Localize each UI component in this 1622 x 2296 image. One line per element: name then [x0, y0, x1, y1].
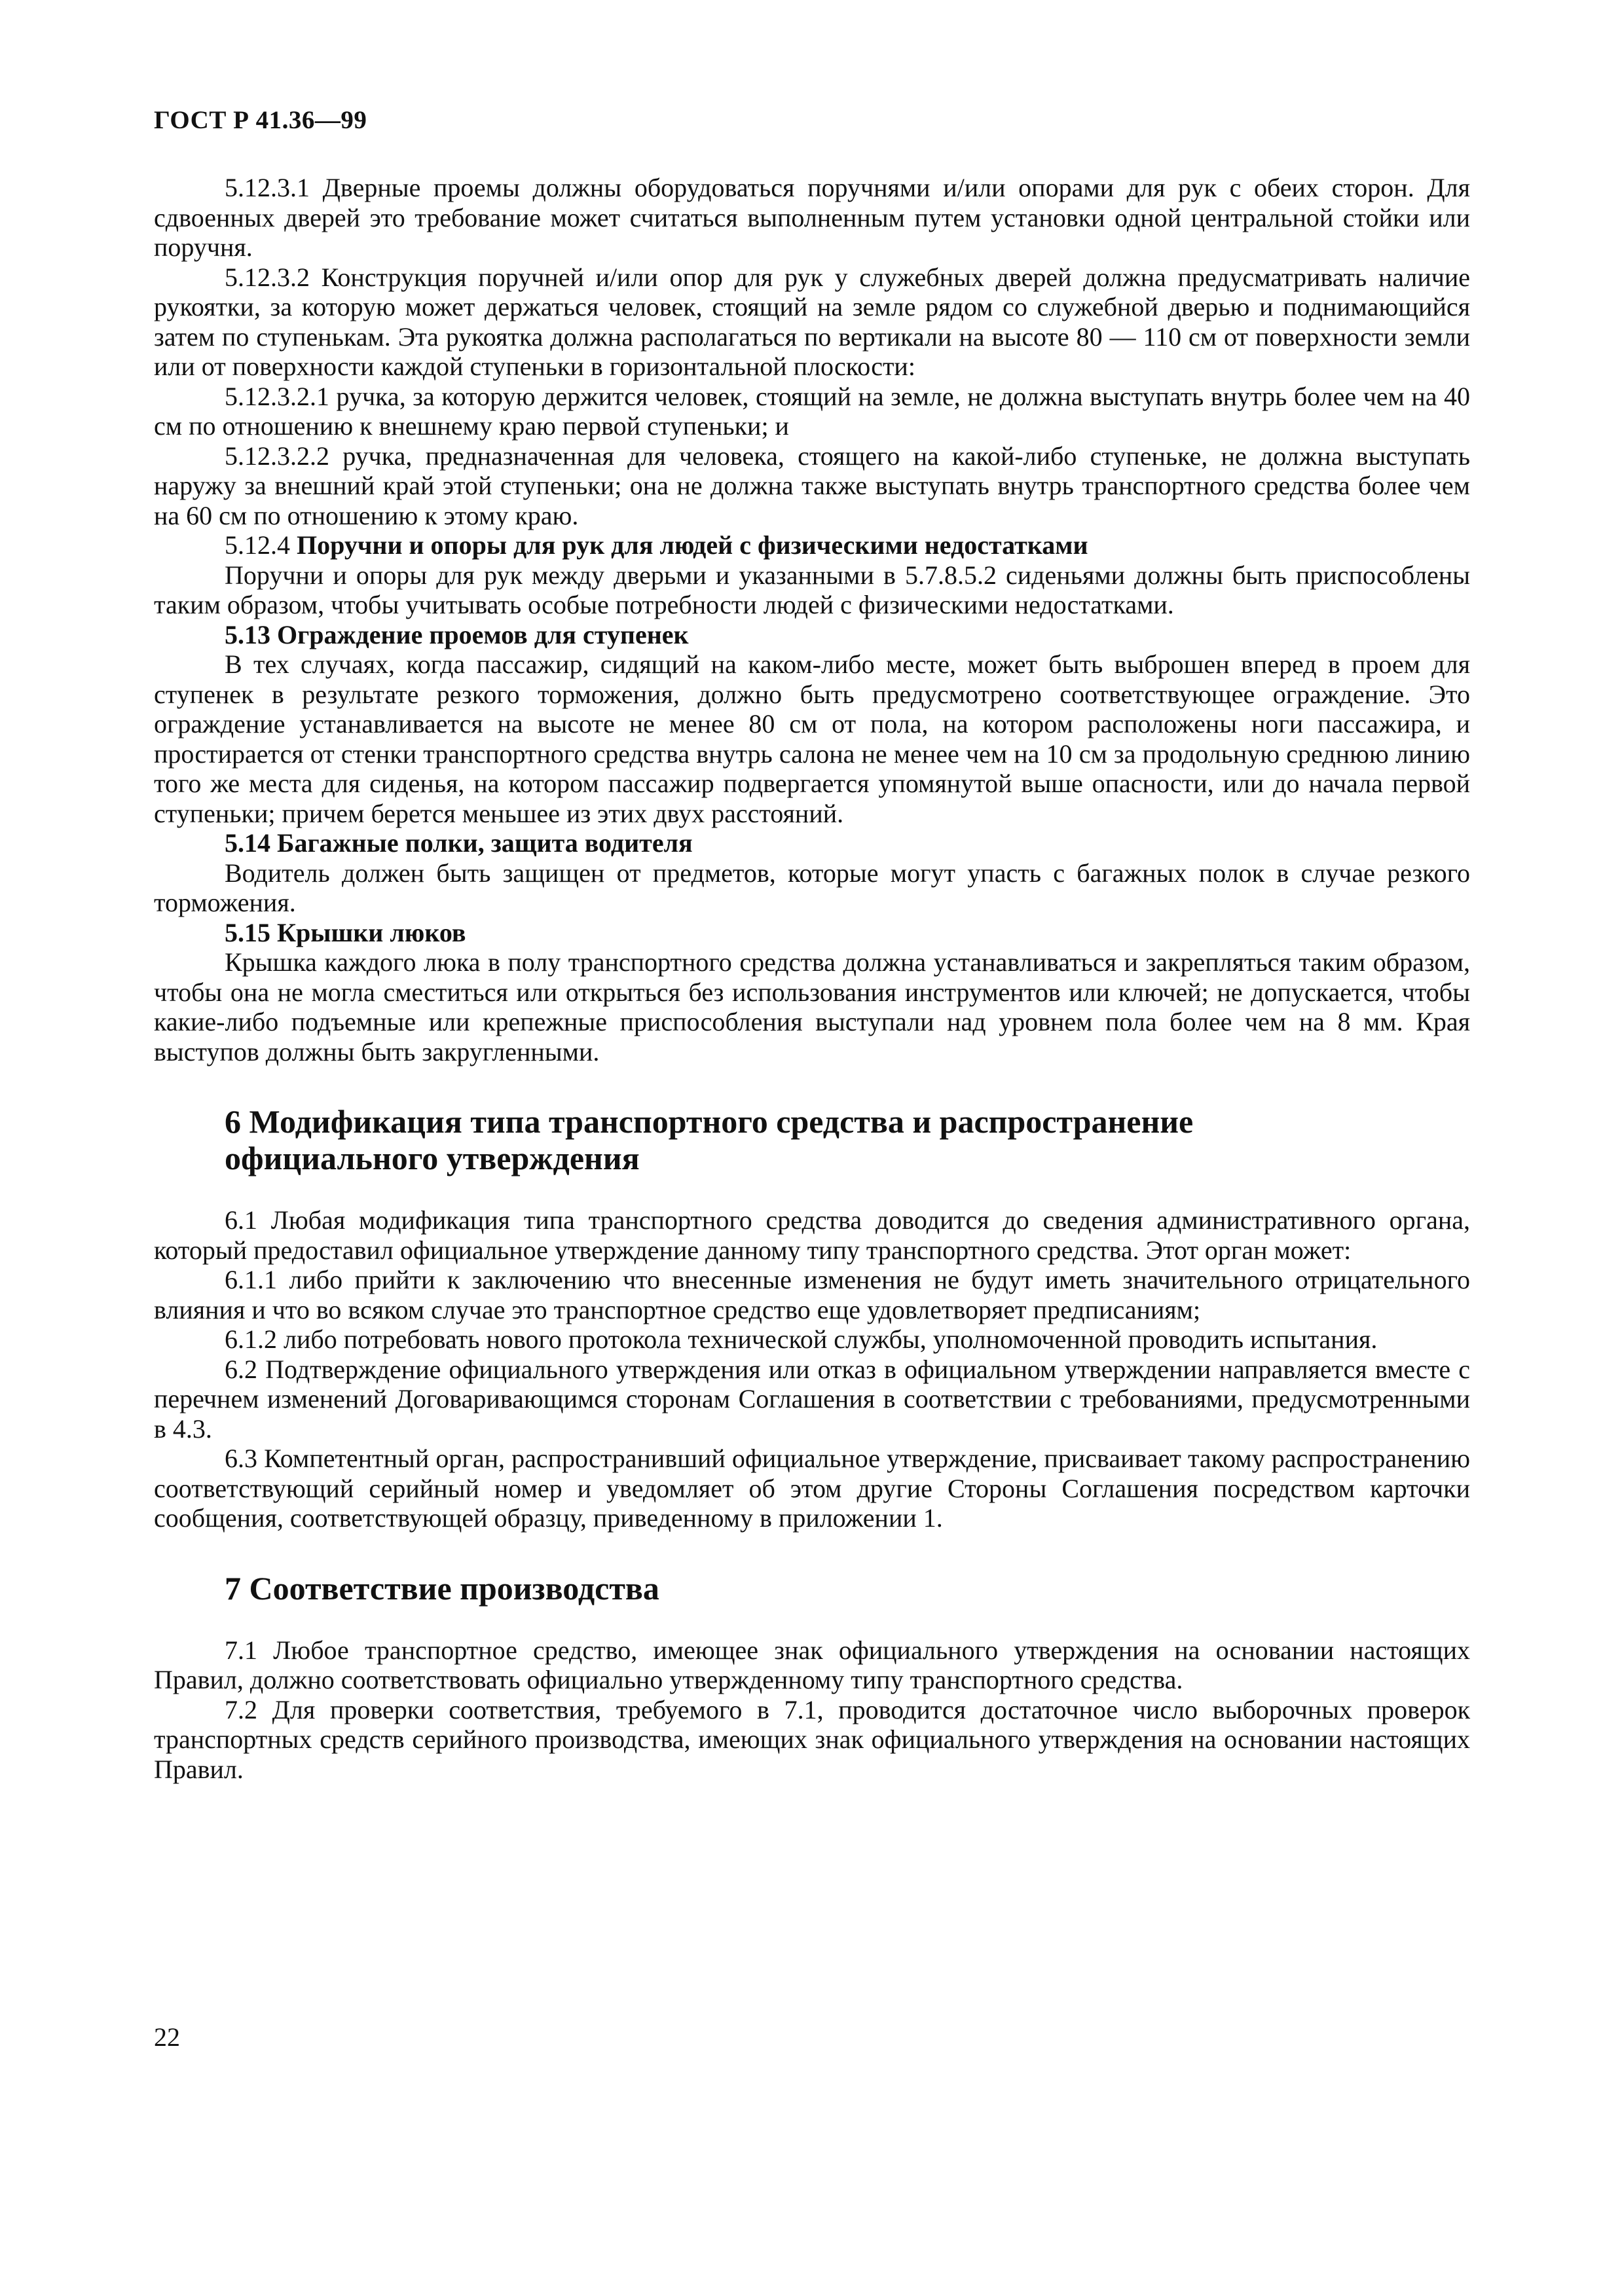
subsection-heading: [154, 828, 1470, 858]
document-body: [154, 173, 1470, 1784]
subsection-number: 5.14: [225, 828, 270, 858]
subsection-number: 5.12.4: [225, 530, 290, 560]
document-code-header: ГОСТ Р 41.36—99: [154, 106, 367, 134]
paragraph: 6.1.2 либо потребовать нового протокола технической службы, уполномоченной проводить испытания.: [225, 1324, 1378, 1354]
section-heading-line: 6 Модификация типа транспортного средства и распространение: [225, 1103, 1194, 1140]
subsection-title: Крышки люков: [277, 917, 466, 947]
subsection-heading: [154, 918, 1470, 948]
paragraph: 5.12.3.2.1 ручка, за которую держится человек, стоящий на земле, не должна выступать внутрь более чем на 40 см по отношению к внешнему краю первой ступеньки; и: [154, 381, 1470, 441]
paragraph: 6.2 Подтверждение официального утверждения или отказ в официальном утверждении направляется вместе с перечнем изменений Договаривающимся сторонам Соглашения в соответствии с требованиями, предусмотренными в 4.3.: [154, 1354, 1470, 1444]
document-page: [154, 105, 1470, 1784]
paragraph: 5.12.3.2.2 ручка, предназначенная для человека, стоящего на какой-либо ступеньке, не должна выступать наружу за внешний край этой ступеньки; она не должна также выступать внутрь транспортного средства более чем на 60 см по отношению к этому краю.: [154, 441, 1470, 530]
paragraph: Поручни и опоры для рук между дверьми и указанными в 5.7.8.5.2 сиденьями должны быть приспособлены таким образом, чтобы учитывать особые потребности людей с физическими недостатками.: [154, 560, 1470, 619]
paragraph: 7.2 Для проверки соответствия, требуемого в 7.1, проводится достаточное число выборочных проверок транспортных средств серийного производства, имеющих знак официального утверждения на основании настоящих Правил.: [154, 1694, 1470, 1784]
subsection-title: Поручни и опоры для рук для людей с физическими недостатками: [297, 530, 1088, 560]
page-number: 22: [154, 2022, 180, 2052]
paragraph: 5.12.3.1 Дверные проемы должны оборудоваться поручнями и/или опорами для рук с обеих сторон. Для сдвоенных дверей это требование может считаться выполненным путем установки одной центральной стойки или поручня.: [154, 173, 1470, 262]
paragraph: В тех случаях, когда пассажир, сидящий на каком-либо месте, может быть выброшен вперед в проем для ступенек в результате резкого торможения, должно быть предусмотрено соответствующее ограждение. Это ограждение устанавливается на высоте не менее 80 см от пола, на котором расположены ноги пассажира, и простирается от стенки транспортного средства внутрь салона не менее чем на 10 см за продольную среднюю линию того же места для сиденья, на котором пассажир подвергается упомянутой выше опасности, или до начала первой ступеньки; причем берется меньшее из этих двух расстояний.: [154, 649, 1470, 828]
paragraph: 5.12.3.2 Конструкция поручней и/или опор для рук у служебных дверей должна предусматривать наличие рукоятки, за которую может держаться человек, стоящий на земле рядом со служебной дверью и поднимающийся затем по ступенькам. Эта рукоятка должна располагаться по вертикали на высоте 80 — 110 см от поверхности земли или от поверхности каждой ступеньки в горизонтальной плоскости:: [154, 262, 1470, 381]
paragraph: Крышка каждого люка в полу транспортного средства должна устанавливаться и закрепляться таким образом, чтобы она не могла сместиться или открыться без использования инструментов или ключей; не допускается, чтобы какие-либо подъемные или крепежные приспособления выступали над уровнем пола более чем на 8 мм. Края выступов должны быть закругленными.: [154, 947, 1470, 1066]
section-heading-line: 7 Соответствие производства: [225, 1569, 659, 1607]
subsection-number: 5.13: [225, 619, 270, 649]
paragraph: Водитель должен быть защищен от предметов, которые могут упасть с багажных полок в случае резкого торможения.: [154, 858, 1470, 917]
subsection-heading: [154, 530, 1470, 560]
subsection-title: Ограждение проемов для ступенек: [277, 619, 689, 649]
section-heading-line: официального утверждения: [225, 1140, 640, 1176]
subsection-number: 5.15: [225, 917, 270, 947]
paragraph: 7.1 Любое транспортное средство, имеющее знак официального утверждения на основании настоящих Правил, должно соответствовать официально утвержденному типу транспортного средства.: [154, 1635, 1470, 1694]
section-heading: [225, 1570, 1470, 1607]
paragraph: 6.3 Компетентный орган, распространивший официальное утверждение, присваивает такому распространению соответствующий серийный номер и уведомляет об этом другие Стороны Соглашения посредством карточки сообщения, соответствующей образцу, приведенному в приложении 1.: [154, 1444, 1470, 1533]
subsection-heading: [154, 620, 1470, 650]
section-heading: [225, 1103, 1470, 1176]
paragraph: 6.1 Любая модификация типа транспортного средства доводится до сведения административного органа, который предоставил официальное утверждение данному типу транспортного средства. Этот орган может:: [154, 1205, 1470, 1265]
paragraph: 6.1.1 либо прийти к заключению что внесенные изменения не будут иметь значительного отрицательного влияния и что во всяком случае это транспортное средство еще удовлетворяет предписаниям;: [154, 1265, 1470, 1324]
subsection-title: Багажные полки, защита водителя: [277, 828, 693, 858]
